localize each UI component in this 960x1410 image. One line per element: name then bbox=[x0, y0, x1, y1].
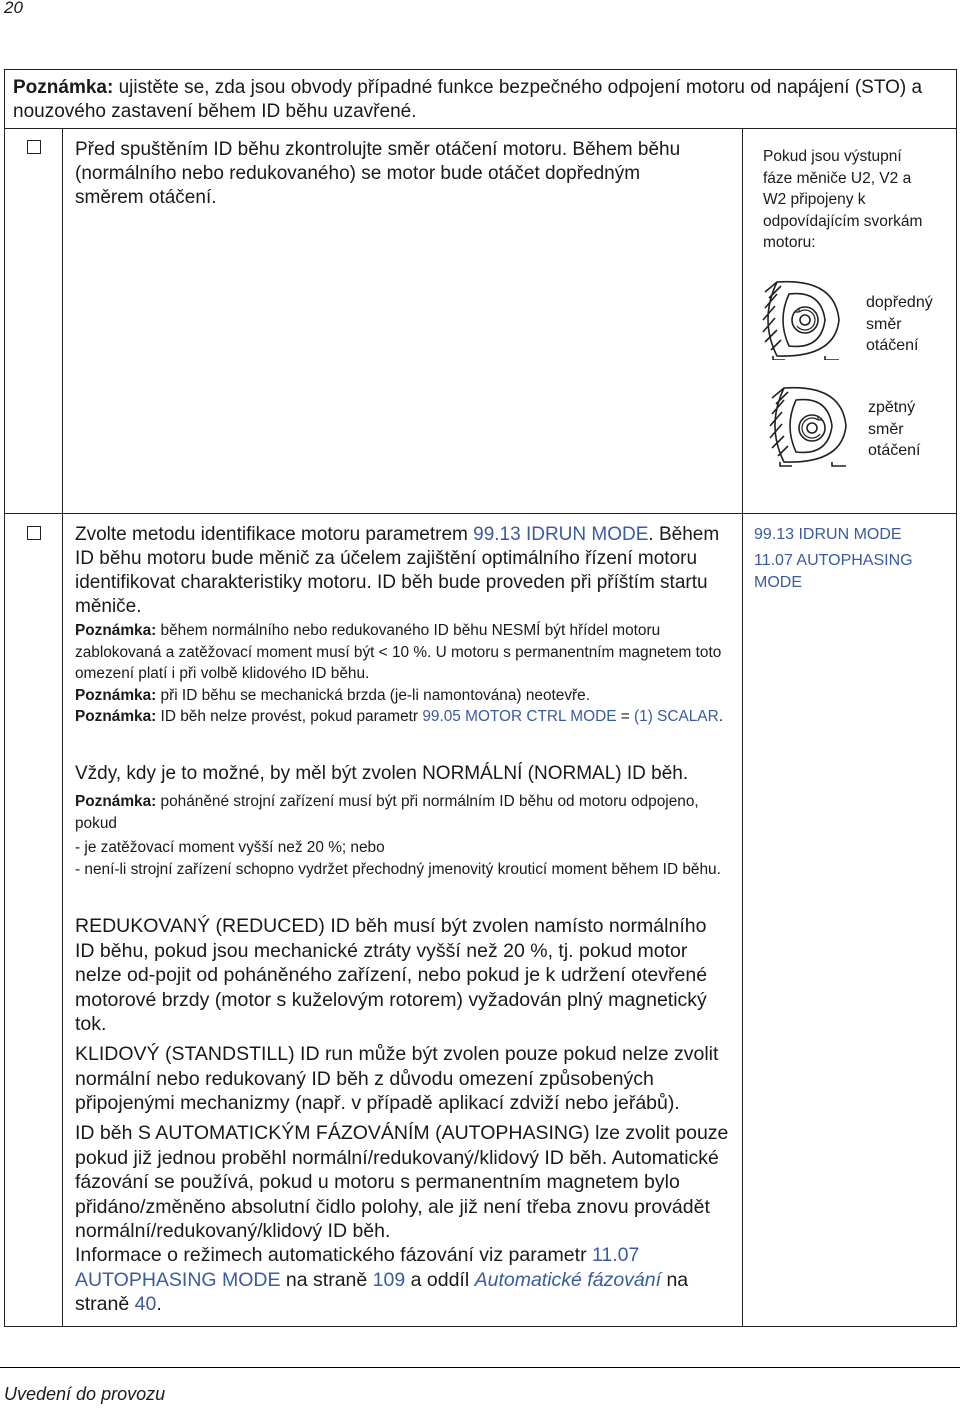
motor-forward-icon bbox=[755, 280, 855, 360]
note-text: ujistěte se, zda jsou obvody případné funkce bezpečného odpojení motoru od napájení (STO) a nouzového zastavení během ID běhu uzavřené. bbox=[13, 77, 923, 122]
standstill-paragraph: KLIDOVÝ (STANDSTILL) ID run může být zvolen pouze pokud nelze zvolit normální nebo redukovaný ID běh z důvodu omezení způsobených připojenými mechanizmy (např. v případě aplikací zdviží nebo jeřábů). bbox=[75, 1043, 719, 1114]
row-divider bbox=[4, 128, 957, 129]
motor-reverse-icon bbox=[762, 386, 862, 468]
autophasing-mode-link[interactable]: 11.07 AUTOPHASING MODE bbox=[75, 1244, 640, 1291]
note-scalar: Poznámka: ID běh nelze provést, pokud parametr 99.05 MOTOR CTRL MODE = (1) SCALAR. bbox=[75, 708, 723, 725]
note-brake: Poznámka: při ID běhu se mechanická brzda (je-li namontována) neotevře. bbox=[75, 687, 590, 704]
bullet-torque: - není-li strojní zařízení schopno vydržet přechodný jmenovitý krouticí moment během ID běhu. bbox=[75, 861, 721, 878]
bullet-load: - je zatěžovací moment vyšší než 20 %; nebo bbox=[75, 839, 385, 856]
forward-direction-label: dopředný směr otáčení bbox=[866, 294, 933, 354]
column-divider bbox=[742, 128, 743, 1327]
side-autophasing-mode-link[interactable]: 11.07 AUTOPHASING MODE bbox=[754, 552, 913, 591]
row-divider bbox=[4, 513, 957, 514]
note-disconnect: Poznámka: poháněné strojní zařízení musí být při normálním ID běhu od motoru odpojeno, pokud bbox=[75, 793, 699, 832]
idrun-mode-link[interactable]: 99.13 IDRUN MODE bbox=[473, 524, 649, 545]
footer-section-title: Uvedení do provozu bbox=[4, 1384, 166, 1404]
phase-connection-text: Pokud jsou výstupní fáze měniče U2, V2 a W2 připojeny k odpovídajícím svorkám motoru: bbox=[763, 148, 923, 251]
side-idrun-mode-link[interactable]: 99.13 IDRUN MODE bbox=[754, 526, 902, 543]
page-40-link[interactable]: 40 bbox=[134, 1293, 157, 1315]
checkbox-icon[interactable] bbox=[27, 526, 41, 540]
note-shaft: Poznámka: během normálního nebo redukovaného ID běhu NESMÍ být hřídel motoru zablokovaná a zatěžovací moment musí být < 10 %. U motoru s permanentním magnetem toto omezení platí i při volbě klidového ID běhu. bbox=[75, 622, 722, 682]
reduced-paragraph: REDUKOVANÝ (REDUCED) ID běh musí být zvolen namísto normálního ID běhu, pokud jsou mechanické ztráty vyšší než 20 %, tj. pokud motor nelze od-pojit od poháněného zařízení, nebo pokud je k udržení otevřené motorové brzdy (motor s kuželovým rotorem) vyžadován plný magnetický tok. bbox=[75, 915, 708, 1035]
column-divider bbox=[62, 128, 63, 1327]
id-method-paragraph: Zvolte metodu identifikace motoru parametrem 99.13 IDRUN MODE. Během ID běhu motoru bude měnič za účelem zajištění optimálního řízení motoru identifikovat charakteristiky motoru. ID běh bude proveden při příštím startu měniče. bbox=[75, 524, 720, 617]
scalar-link[interactable]: (1) SCALAR bbox=[634, 708, 719, 725]
info-paragraph: Informace o režimech automatického fázování viz parametr 11.07 AUTOPHASING MODE na straně 109 a oddíl Automatické fázování na straně 40. bbox=[75, 1244, 689, 1315]
page-109-link[interactable]: 109 bbox=[372, 1268, 406, 1291]
automatic-phasing-section-link[interactable]: Automatické fázování bbox=[474, 1268, 662, 1291]
checkbox-icon[interactable] bbox=[27, 140, 41, 154]
page-number: 20 bbox=[4, 0, 23, 17]
motor-ctrl-mode-link[interactable]: 99.05 MOTOR CTRL MODE bbox=[422, 708, 617, 725]
normal-id-line: Vždy, kdy je to možné, by měl být zvolen NORMÁLNÍ (NORMAL) ID běh. bbox=[75, 763, 689, 784]
note-label: Poznámka: bbox=[13, 77, 114, 98]
check-direction-text: Před spuštěním ID běhu zkontrolujte směr otáčení motoru. Během běhu (normálního nebo redukovaného) se motor bude otáčet dopředným směrem otáčení. bbox=[75, 139, 681, 208]
note-sto bbox=[13, 76, 953, 124]
footer-rule bbox=[0, 1367, 960, 1368]
autophasing-paragraph: ID běh S AUTOMATICKÝM FÁZOVÁNÍM (AUTOPHASING) lze zvolit pouze pokud již jednou proběhl normální/redukovaný/klidový ID běh. Automatické fázování se používá, pokud u motoru s permanentním magnetem bylo přidáno/změněno absolutní čidlo polohy, ale již není třeba znovu provádět normální/redukovaný/klidový ID běh. bbox=[75, 1122, 729, 1242]
reverse-direction-label: zpětný směr otáčení bbox=[868, 399, 921, 459]
